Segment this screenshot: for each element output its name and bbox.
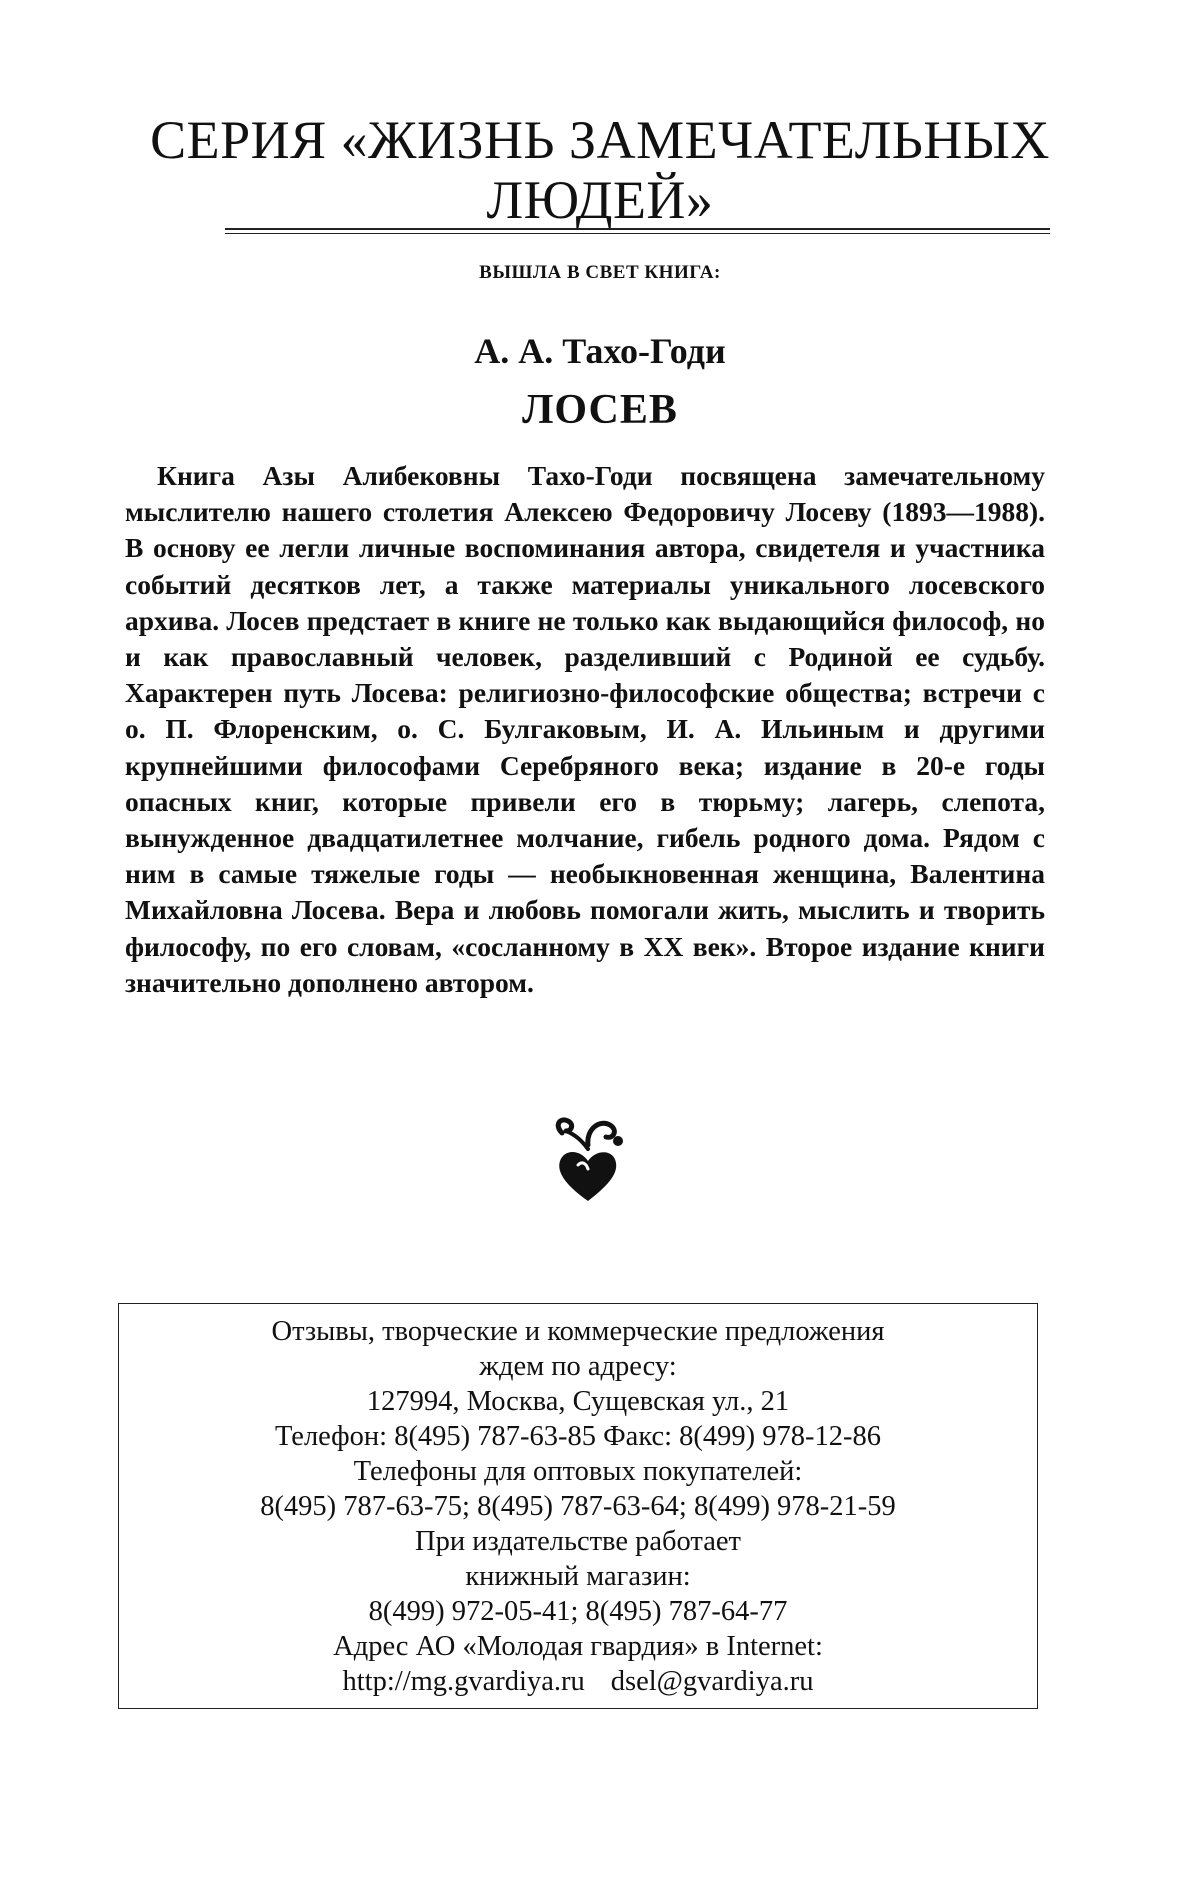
floral-heart-ornament-icon — [548, 1115, 628, 1205]
web-line — [119, 1664, 1037, 1699]
contact-intro-line: Отзывы, творческие и коммерческие предложения — [119, 1314, 1037, 1349]
book-page — [0, 0, 1200, 1880]
phone-fax: Телефон: 8(495) 787-63-85 Факс: 8(499) 978-12-86 — [119, 1419, 1037, 1454]
series-title-line-1: СЕРИЯ «ЖИЗНЬ ЗАМЕЧАТЕЛЬНЫХ — [120, 110, 1080, 170]
internet-label: Адрес АО «Молодая гвардия» в Internet: — [119, 1629, 1037, 1664]
header-divider — [225, 228, 1050, 234]
released-label: ВЫШЛА В СВЕТ КНИГА: — [120, 262, 1080, 284]
publisher-address: 127994, Москва, Сущевская ул., 21 — [119, 1384, 1037, 1419]
contact-lines — [119, 1314, 1037, 1699]
publisher-contact-box — [118, 1303, 1038, 1709]
contact-intro-line-2: ждем по адресу: — [119, 1349, 1037, 1384]
series-title-line-2: ЛЮДЕЙ» — [120, 170, 1080, 230]
shop-phones: 8(499) 972-05-41; 8(495) 787-64-77 — [119, 1594, 1037, 1629]
book-author: А. А. Тахо-Годи — [120, 330, 1080, 372]
shop-line-2: книжный магазин: — [119, 1559, 1037, 1594]
book-title: ЛОСЕВ — [120, 386, 1080, 434]
wholesale-label: Телефоны для оптовых покупателей: — [119, 1454, 1037, 1489]
wholesale-phones: 8(495) 787-63-75; 8(495) 787-63-64; 8(499) 978-21-59 — [119, 1489, 1037, 1524]
website-link[interactable]: http://mg.gvardiya.ru — [343, 1666, 585, 1697]
shop-line-1: При издательстве работает — [119, 1524, 1037, 1559]
email-link[interactable]: dsel@gvardiya.ru — [611, 1666, 814, 1697]
book-description: Книга Азы Алибековны Тахо-Годи посвящена замечательному мыслителю нашего столетия Алексею Федоровичу Лосеву (1893—1988). В основу ее легли личные воспоминания автора, свидетеля и участника событий десятков лет, а также материалы уникального лосевского архива. Лосев предстает в книге не только как выдающийся философ, но и как православный человек, разделивший с Родиной ее судьбу. Характерен путь Лосева: религиозно-философские общества; встречи с о. П. Флоренским, о. С. Булгаковым, И. А. Ильиным и другими крупнейшими философами Серебряного века; издание в 20-е годы опасных книг, которые привели его в тюрьму; лагерь, слепота, вынужденное двадцатилетнее молчание, гибель родного дома. Рядом с ним в самые тяжелые годы — необыкновенная женщина, Валентина Михайловна Лосева. Вера и любовь помогали жить, мыслить и творить философу, по его словам, «сосланному в XX век». Второе издание книги значительно дополнено автором. — [125, 458, 1045, 1001]
series-title — [120, 110, 1080, 230]
